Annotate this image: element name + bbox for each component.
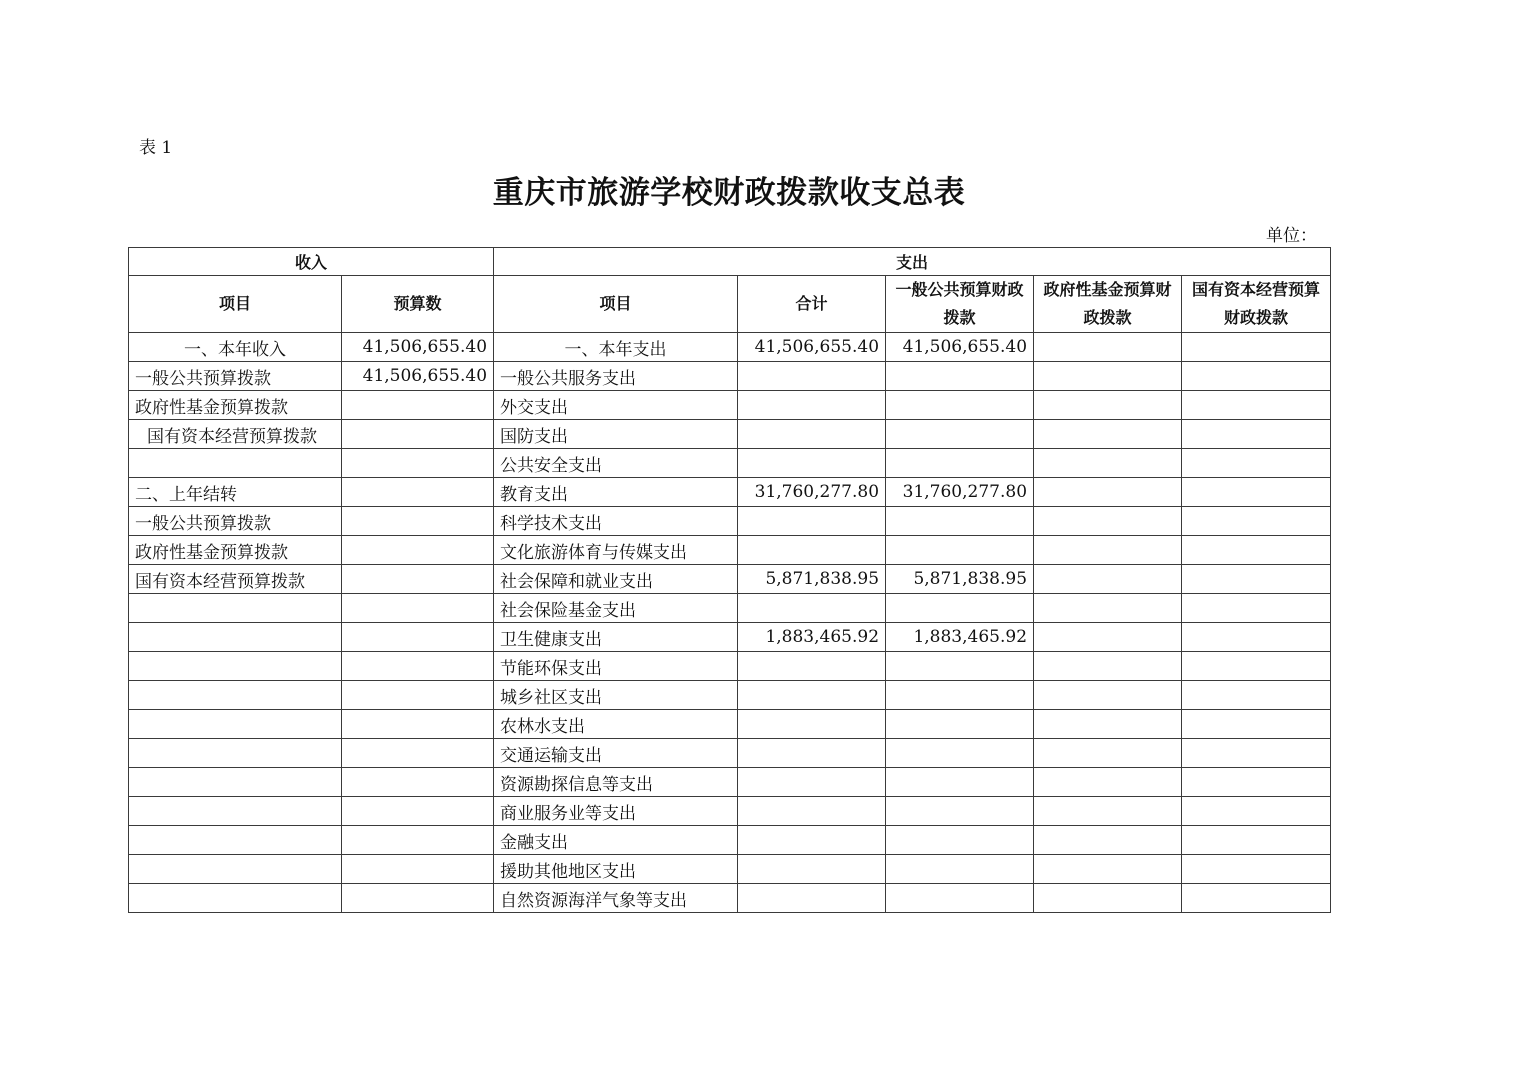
expense-total-cell [738,681,886,710]
table-row [129,391,1331,420]
expense-item-cell: 一般公共服务支出 [494,362,738,391]
income-item-cell: 一、本年收入 [129,333,342,362]
expense-total-cell [738,507,886,536]
income-item-cell [129,855,342,884]
table-row [129,420,1331,449]
expense-total-cell [738,826,886,855]
expense-general-header: 一般公共预算财政拨款 [886,276,1034,333]
table-row [129,362,1331,391]
income-budget-cell [342,826,494,855]
expense-state-cell [1182,391,1331,420]
income-item-cell [129,826,342,855]
income-item-cell [129,449,342,478]
income-budget-cell: 41,506,655.40 [342,333,494,362]
expense-state-cell [1182,652,1331,681]
expense-state-cell [1182,826,1331,855]
expense-general-cell [886,449,1034,478]
income-item-cell [129,710,342,739]
income-budget-header: 预算数 [342,276,494,333]
income-budget-cell [342,623,494,652]
expense-general-cell [886,884,1034,913]
income-item-cell: 一般公共预算拨款 [129,507,342,536]
income-budget-cell [342,768,494,797]
expense-general-cell [886,594,1034,623]
expense-fund-cell [1034,420,1182,449]
expense-item-cell: 援助其他地区支出 [494,855,738,884]
expense-state-cell [1182,478,1331,507]
expense-total-cell [738,768,886,797]
income-budget-cell [342,797,494,826]
expense-item-cell: 社会保障和就业支出 [494,565,738,594]
expense-item-cell: 农林水支出 [494,710,738,739]
table-row [129,681,1331,710]
expense-state-cell [1182,797,1331,826]
expense-general-cell: 41,506,655.40 [886,333,1034,362]
expense-state-cell [1182,420,1331,449]
expense-item-cell: 城乡社区支出 [494,681,738,710]
income-budget-cell [342,449,494,478]
expense-general-cell [886,797,1034,826]
expense-total-cell [738,855,886,884]
expense-fund-cell [1034,478,1182,507]
expense-general-cell: 5,871,838.95 [886,565,1034,594]
expense-fund-cell [1034,507,1182,536]
expense-item-cell: 商业服务业等支出 [494,797,738,826]
income-budget-cell [342,594,494,623]
expense-general-cell [886,536,1034,565]
expense-general-cell [886,420,1034,449]
expense-fund-cell [1034,391,1182,420]
income-item-cell: 政府性基金预算拨款 [129,391,342,420]
income-item-cell [129,623,342,652]
expense-fund-cell [1034,623,1182,652]
income-budget-cell [342,739,494,768]
expense-item-cell: 卫生健康支出 [494,623,738,652]
expense-item-cell: 自然资源海洋气象等支出 [494,884,738,913]
expense-general-cell [886,362,1034,391]
expense-state-cell [1182,681,1331,710]
income-budget-cell [342,884,494,913]
expense-item-cell: 金融支出 [494,826,738,855]
income-budget-cell [342,420,494,449]
table-row [129,507,1331,536]
expense-item-cell: 科学技术支出 [494,507,738,536]
table-row [129,797,1331,826]
income-item-cell: 二、上年结转 [129,478,342,507]
expense-state-cell [1182,710,1331,739]
expense-total-cell: 41,506,655.40 [738,333,886,362]
expense-total-cell [738,797,886,826]
income-budget-cell [342,681,494,710]
expense-general-cell [886,391,1034,420]
income-budget-cell [342,565,494,594]
expense-fund-cell [1034,594,1182,623]
income-item-cell [129,884,342,913]
expense-item-cell: 节能环保支出 [494,652,738,681]
income-item-cell [129,797,342,826]
table-row [129,333,1331,362]
income-item-cell [129,681,342,710]
expense-general-cell [886,681,1034,710]
income-group-header: 收入 [129,248,494,276]
expense-state-cell [1182,507,1331,536]
expense-state-cell [1182,884,1331,913]
income-item-cell [129,739,342,768]
expense-general-cell [886,855,1034,884]
expense-item-cell: 一、本年支出 [494,333,738,362]
income-item-cell [129,594,342,623]
table-row [129,536,1331,565]
expense-fund-cell [1034,681,1182,710]
expense-total-cell [738,884,886,913]
expense-fund-cell [1034,884,1182,913]
expense-state-cell [1182,536,1331,565]
income-budget-cell [342,855,494,884]
table-row [129,565,1331,594]
table-row [129,594,1331,623]
expense-total-cell [738,652,886,681]
table-row [129,768,1331,797]
expense-total-cell [738,536,886,565]
table-row [129,478,1331,507]
expense-item-cell: 文化旅游体育与传媒支出 [494,536,738,565]
budget-summary-table [128,247,1331,913]
expense-state-cell [1182,855,1331,884]
expense-total-cell: 31,760,277.80 [738,478,886,507]
expense-fund-cell [1034,739,1182,768]
expense-general-cell [886,739,1034,768]
expense-general-cell: 1,883,465.92 [886,623,1034,652]
income-item-cell [129,768,342,797]
table-row [129,710,1331,739]
income-item-cell: 国有资本经营预算拨款 [129,565,342,594]
expense-total-cell [738,739,886,768]
expense-fund-cell [1034,797,1182,826]
income-item-cell: 政府性基金预算拨款 [129,536,342,565]
expense-state-cell [1182,594,1331,623]
expense-total-cell [738,449,886,478]
expense-general-cell [886,768,1034,797]
page-title: 重庆市旅游学校财政拨款收支总表 [492,175,966,211]
table-row [129,449,1331,478]
expense-item-cell: 社会保险基金支出 [494,594,738,623]
table-number-label: 表 1 [139,138,173,158]
table-row [129,652,1331,681]
expense-item-cell: 公共安全支出 [494,449,738,478]
expense-fund-cell [1034,362,1182,391]
expense-total-cell [738,420,886,449]
expense-state-cell [1182,768,1331,797]
expense-total-cell [738,362,886,391]
expense-total-cell: 1,883,465.92 [738,623,886,652]
expense-state-cell [1182,362,1331,391]
expense-item-cell: 交通运输支出 [494,739,738,768]
expense-general-cell [886,652,1034,681]
unit-label: 单位： [1266,226,1317,246]
income-budget-cell: 41,506,655.40 [342,362,494,391]
expense-state-cell [1182,565,1331,594]
expense-fund-cell [1034,333,1182,362]
table-row [129,855,1331,884]
income-budget-cell [342,478,494,507]
expense-fund-cell [1034,536,1182,565]
expense-general-cell: 31,760,277.80 [886,478,1034,507]
income-budget-cell [342,710,494,739]
income-budget-cell [342,507,494,536]
income-budget-cell [342,652,494,681]
expense-item-cell: 外交支出 [494,391,738,420]
expense-general-cell [886,710,1034,739]
expense-fund-cell [1034,449,1182,478]
expense-total-cell: 5,871,838.95 [738,565,886,594]
expense-total-cell [738,391,886,420]
expense-state-header: 国有资本经营预算财政拨款 [1182,276,1331,333]
expense-general-cell [886,507,1034,536]
expense-item-cell: 国防支出 [494,420,738,449]
expense-total-cell [738,594,886,623]
income-item-header: 项目 [129,276,342,333]
income-budget-cell [342,536,494,565]
expense-fund-cell [1034,768,1182,797]
expense-state-cell [1182,623,1331,652]
expense-group-header: 支出 [494,248,1331,276]
expense-fund-cell [1034,826,1182,855]
table-body [129,333,1331,913]
table-row [129,739,1331,768]
expense-total-cell [738,710,886,739]
income-item-cell: 一般公共预算拨款 [129,362,342,391]
expense-fund-cell [1034,710,1182,739]
expense-total-header: 合计 [738,276,886,333]
table-row [129,623,1331,652]
expense-fund-cell [1034,855,1182,884]
table-row [129,826,1331,855]
expense-item-cell: 教育支出 [494,478,738,507]
expense-general-cell [886,826,1034,855]
table-row [129,884,1331,913]
expense-fund-cell [1034,652,1182,681]
expense-state-cell [1182,333,1331,362]
expense-fund-header: 政府性基金预算财政拨款 [1034,276,1182,333]
income-budget-cell [342,391,494,420]
income-item-cell [129,652,342,681]
expense-fund-cell [1034,565,1182,594]
expense-state-cell [1182,449,1331,478]
income-item-cell: 国有资本经营预算拨款 [129,420,342,449]
expense-state-cell [1182,739,1331,768]
expense-item-header: 项目 [494,276,738,333]
expense-item-cell: 资源勘探信息等支出 [494,768,738,797]
